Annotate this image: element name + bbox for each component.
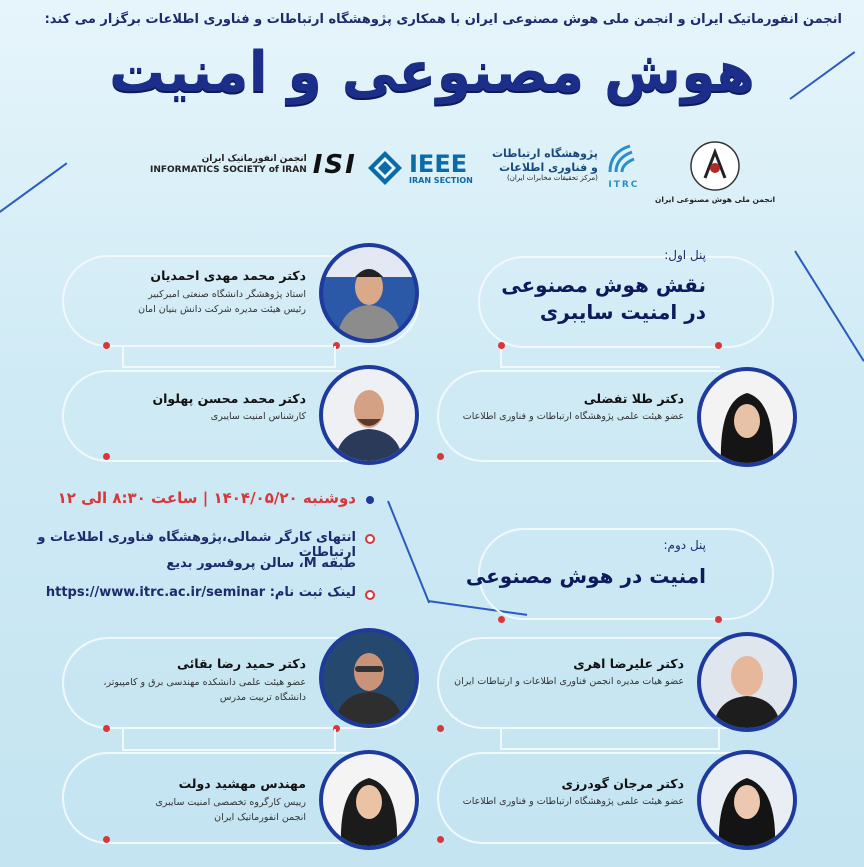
speaker-photo <box>319 628 419 728</box>
speaker-desc: استاد پژوهشگر دانشگاه صنعتی امیرکبیر <box>148 289 306 300</box>
card-dot <box>498 342 505 349</box>
man-portrait-icon <box>323 369 415 461</box>
speaker-desc: رئیس هیئت مدیره شرکت دانش بنیان امان <box>138 304 306 315</box>
ai-society-logo <box>655 140 775 204</box>
event-title: هوش مصنوعی و امنیت <box>108 40 756 105</box>
decorative-line <box>0 162 67 219</box>
speaker-desc: عضو هیئت علمی دانشکده مهندسی برق و کامپیوتر، <box>103 677 306 688</box>
speaker-photo <box>319 750 419 850</box>
decorative-line <box>387 501 430 604</box>
speaker-desc: عضو هیئت علمی پژوهشگاه ارتباطات و فناوری اطلاعات <box>462 411 684 422</box>
ieee-section: IRAN SECTION <box>409 175 473 185</box>
itrc-mark: ITRC <box>608 180 640 190</box>
panel2-label: پنل دوم: <box>663 538 706 552</box>
card-dot <box>103 725 110 732</box>
man-portrait-icon <box>701 636 793 728</box>
speaker-desc: رییس کارگروه تخصصی امنیت سایبری <box>155 797 306 808</box>
card-connector <box>500 346 720 368</box>
speaker-photo <box>319 243 419 343</box>
speaker-photo <box>697 632 797 732</box>
panel1-title-line1: نقش هوش مصنوعی <box>501 273 706 297</box>
speaker-photo <box>697 367 797 467</box>
isi-name-fa: انجمن انفورماتیک ایران <box>201 153 307 164</box>
card-connector <box>500 728 720 750</box>
itrc-logo <box>492 140 644 190</box>
speaker-name: دکتر محمد محسن پهلوان <box>152 391 306 406</box>
itrc-mark-block <box>604 140 644 190</box>
speaker-name: مهندس مهشید دولت <box>178 776 306 791</box>
registration-link-label: لینک ثبت نام: <box>269 585 356 600</box>
itrc-waves-icon <box>604 140 644 176</box>
event-location-line2: طبقه M، سالن پروفسور بدیع <box>166 556 356 571</box>
event-location-line1: انتهای کارگر شمالی،پژوهشگاه فناوری اطلاعات و ارتباطات <box>37 530 356 560</box>
card-dot <box>437 836 444 843</box>
woman-portrait-icon <box>323 754 415 846</box>
speaker-name: دکتر حمید رضا بقائی <box>176 656 306 671</box>
ieee-diamond-icon <box>367 150 403 186</box>
isi-name-en: INFORMATICS SOCIETY of IRAN <box>150 165 307 175</box>
speaker-desc: عضو هیئت علمی پژوهشگاه ارتباطات و فناوری اطلاعات <box>462 796 684 807</box>
speaker-name: دکتر مرجان گودرزی <box>561 776 684 791</box>
card-dot <box>498 616 505 623</box>
ieee-logo <box>367 150 473 186</box>
speaker-photo <box>319 365 419 465</box>
isi-mark: ISI <box>312 150 357 180</box>
card-connector <box>122 346 336 368</box>
ieee-text <box>409 149 473 185</box>
itrc-line2: و فناوری اطلاعات <box>499 160 598 174</box>
speaker-desc: عضو هیات مدیره انجمن فناوری اطلاعات و ارتباطات ایران <box>454 676 684 687</box>
speaker-desc: انجمن انفورماتیک ایران <box>214 812 306 823</box>
panel1-title-line2: در امنیت سایبری <box>539 300 706 324</box>
registration-link[interactable]: https://www.itrc.ac.ir/seminar <box>45 585 266 600</box>
card-dot <box>715 616 722 623</box>
speaker-photo <box>697 750 797 850</box>
card-dot <box>103 342 110 349</box>
itrc-text <box>492 147 598 183</box>
woman-portrait-icon <box>701 371 793 463</box>
isi-logo <box>150 150 357 180</box>
speaker-name: دکتر علیرضا اهری <box>573 656 684 671</box>
itrc-line1: پژوهشگاه ارتباطات <box>492 146 598 160</box>
card-dot <box>103 453 110 460</box>
itrc-line3: (مرکز تحقیقات مخابرات ایران) <box>506 174 598 183</box>
panel2-title: امنیت در هوش مصنوعی <box>465 564 706 588</box>
ieee-name: IEEE <box>409 149 468 178</box>
decorative-line <box>794 250 864 361</box>
ai-society-name: انجمن ملی هوش مصنوعی ایران <box>655 195 776 204</box>
panel1-label: پنل اول: <box>664 248 706 262</box>
ai-society-emblem-icon <box>689 140 741 192</box>
card-connector <box>122 729 336 751</box>
man-portrait-icon <box>323 247 415 339</box>
date-bullet <box>366 496 374 504</box>
location-bullet <box>365 534 375 544</box>
speaker-name: دکتر محمد مهدی احمدیان <box>150 268 306 283</box>
speaker-name: دکتر طلا تفضلی <box>583 391 684 406</box>
speaker-desc: کارشناس امنیت سایبری <box>210 411 306 422</box>
event-datetime: دوشنبه ۱۴۰۴/۰۵/۲۰ | ساعت ۸:۳۰ الی ۱۲ <box>57 489 356 507</box>
woman-portrait-icon <box>701 754 793 846</box>
card-dot <box>103 836 110 843</box>
organizers-subtitle: انجمن انفورماتیک ایران و انجمن ملی هوش مصنوعی ایران با همکاری پژوهشگاه ارتباطات و فناوری اطلاعات برگزار می کند: <box>44 12 842 27</box>
isi-logo-text <box>150 154 307 177</box>
card-dot <box>437 453 444 460</box>
card-dot <box>437 725 444 732</box>
speaker-desc: دانشگاه تربیت مدرس <box>219 692 306 703</box>
link-bullet <box>365 590 375 600</box>
man-portrait-icon <box>323 632 415 724</box>
registration-link-row <box>46 585 356 600</box>
